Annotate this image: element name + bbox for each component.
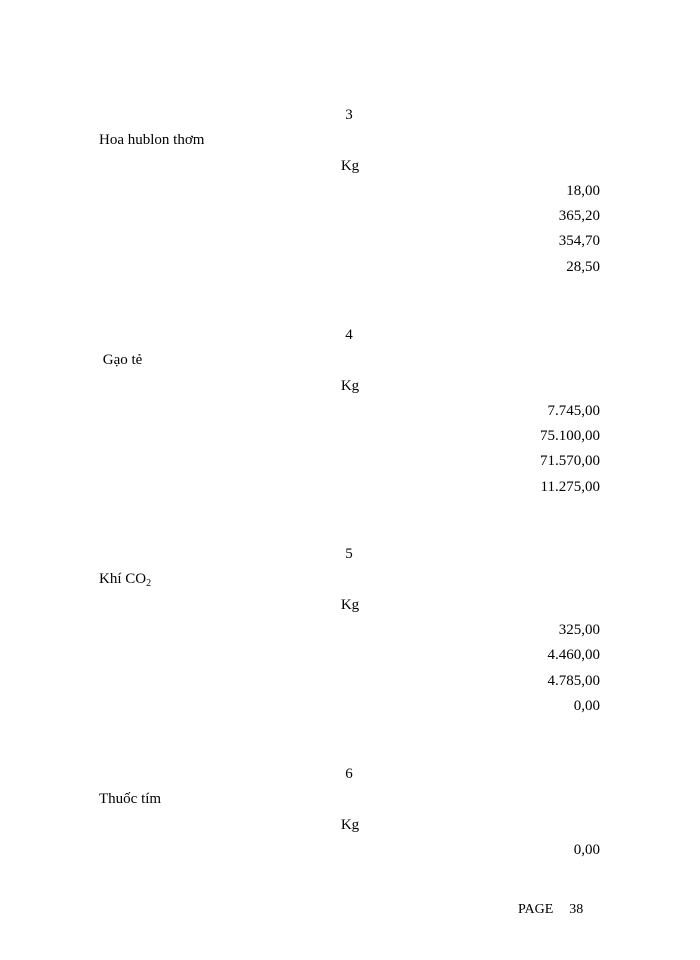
item-unit: Kg: [340, 158, 360, 174]
item-unit: Kg: [340, 597, 360, 613]
item-value: 4.460,00: [547, 647, 600, 663]
item-name: Gạo tẻ: [99, 352, 143, 368]
item-value: 7.745,00: [547, 403, 600, 419]
item-value: 0,00: [573, 698, 600, 714]
item-number: 5: [345, 546, 353, 562]
item-value: 28,50: [566, 259, 600, 275]
item-number: 6: [345, 766, 353, 782]
item-name-subscript: 2: [146, 578, 152, 589]
page-footer: [518, 901, 583, 919]
item-value: 75.100,00: [540, 428, 600, 444]
item-value: 0,00: [573, 842, 600, 858]
item-name: Thuốc tím: [99, 791, 162, 807]
page-label: PAGE: [518, 902, 554, 917]
item-name: Hoa hublon thơm: [99, 132, 205, 148]
item-value: 325,00: [558, 622, 600, 638]
item-unit: Kg: [340, 378, 360, 394]
item-value: 4.785,00: [547, 673, 600, 689]
item-number: 3: [345, 107, 353, 123]
item-value: 18,00: [566, 183, 600, 199]
item-value: 71.570,00: [540, 453, 600, 469]
item-number: 4: [345, 327, 353, 343]
page-number: 38: [569, 902, 584, 917]
item-value: 11.275,00: [540, 479, 600, 495]
item-value: 354,70: [558, 233, 600, 249]
item-unit: Kg: [340, 817, 360, 833]
item-value: 365,20: [558, 208, 600, 224]
item-name: [99, 570, 151, 588]
item-name-main: Khí CO: [99, 571, 147, 587]
